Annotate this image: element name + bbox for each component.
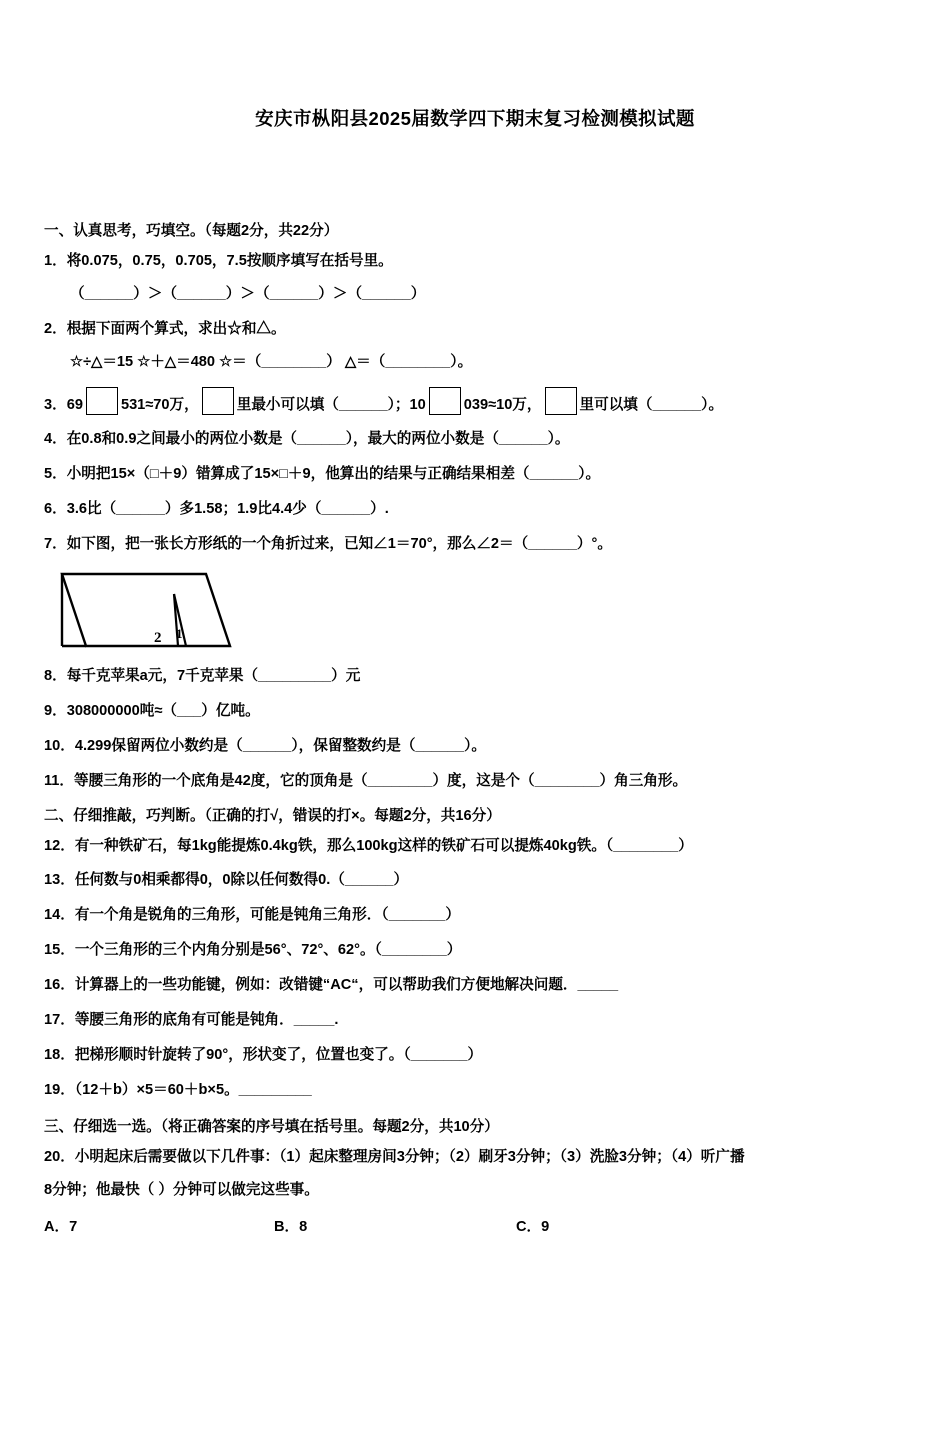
question-15: 15．一个三角形的三个内角分别是56°、72°、62°。（________）: [44, 942, 462, 959]
question-14: 14．有一个角是锐角的三角形，可能是钝角三角形．（_______）: [44, 907, 460, 924]
question-20: 20．小明起床后需要做以下几件事：（1）起床整理房间3分钟；（2）刷牙3分钟；（3）洗脸3分钟；（4）听广播: [44, 1148, 745, 1165]
question-10: 10．4.299保留两位小数约是（______），保留整数约是（______）。: [44, 737, 487, 754]
choice-a[interactable]: A．7: [44, 1219, 78, 1236]
question-20-choices: [44, 1215, 906, 1236]
question-11: 11．等腰三角形的一个底角是42度，它的顶角是（________）度，这是个（________）角三角形。: [44, 772, 688, 789]
question-3-part3: 里最小可以填（______）；10: [236, 396, 426, 413]
question-1: 1．将0.075，0.75，0.705，7.5按顺序填写在括号里。: [44, 253, 393, 269]
question-18: 18．把梯形顺时针旋转了90°，形状变了，位置也变了。（_______）: [44, 1046, 483, 1063]
question-16: 16．计算器上的一些功能键，例如：改错键“AC“，可以帮助我们方便地解决问题．_____: [44, 977, 619, 994]
question-3: [44, 387, 906, 417]
question-3-part2: 531≈70万，: [120, 396, 199, 413]
question-2-equations: ☆÷△＝15 ☆＋△＝480 ☆＝（________） △＝（________）。: [70, 353, 473, 370]
angle-2-label: 2: [154, 630, 162, 647]
question-13: 13．任何数与0相乘都得0，0除以任何数得0.（______）: [44, 872, 409, 889]
section-fill-in-blanks: [44, 219, 906, 793]
question-4: 4．在0.8和0.9之间最小的两位小数是（______），最大的两位小数是（______）。: [44, 431, 570, 448]
folded-rectangle-figure: [44, 566, 906, 666]
question-1-answer-line: （______）＞（______）＞（______）＞（______）: [70, 285, 426, 302]
page-title: 安庆市枞阳县2025届数学四下期末复习检测模拟试题: [255, 108, 695, 129]
question-12: 12．有一种铁矿石，每1kg能提炼0.4kg铁，那么100kg这样的铁矿石可以提炼40kg铁。（________）: [44, 837, 693, 854]
question-17: 17．等腰三角形的底角有可能是钝角．_____.: [44, 1012, 339, 1029]
question-20-cont: 8分钟；他最快（ ）分钟可以做完这些事。: [44, 1181, 319, 1198]
question-2: 2．根据下面两个算式，求出☆和△。: [44, 320, 286, 337]
answer-box-1[interactable]: [86, 387, 118, 415]
choice-c[interactable]: C．9: [516, 1219, 550, 1236]
exam-page: [0, 105, 950, 1449]
question-3-part1: 3．69: [44, 396, 83, 413]
answer-box-4[interactable]: [545, 387, 577, 415]
section-true-false: [44, 804, 906, 1102]
question-5: 5．小明把15×（□＋9）错算成了15×□＋9，他算出的结果与正确结果相差（______）。: [44, 466, 601, 483]
angle-1-label: 1: [176, 626, 183, 642]
choice-b[interactable]: B．8: [274, 1219, 308, 1236]
answer-box-2[interactable]: [202, 387, 234, 415]
question-6: 6．3.6比（______）多1.58；1.9比4.4少（______）.: [44, 501, 389, 518]
question-3-part5: 里可以填（______）。: [579, 396, 724, 413]
answer-box-3[interactable]: [429, 387, 461, 415]
question-9: 9．308000000吨≈（___）亿吨。: [44, 702, 260, 719]
section-multiple-choice: [44, 1115, 906, 1237]
section-heading-1: 一、认真思考，巧填空。（每题2分，共22分）: [44, 223, 339, 239]
question-8: 8．每千克苹果a元，7千克苹果（_________）元: [44, 668, 361, 685]
section-heading-2: 二、仔细推敲，巧判断。（正确的打√，错误的打×。每题2分，共16分）: [44, 807, 501, 824]
question-7: 7．如下图，把一张长方形纸的一个角折过来，已知∠1＝70°，那么∠2＝（______）°。: [44, 536, 612, 553]
section-heading-3: 三、仔细选一选。（将正确答案的序号填在括号里。每题2分，共10分）: [44, 1118, 499, 1135]
question-19: 19．（12＋b）×5＝60＋b×5。_________: [44, 1081, 312, 1098]
question-3-part4: 039≈10万，: [463, 396, 542, 413]
folded-paper-diagram: [54, 566, 254, 661]
